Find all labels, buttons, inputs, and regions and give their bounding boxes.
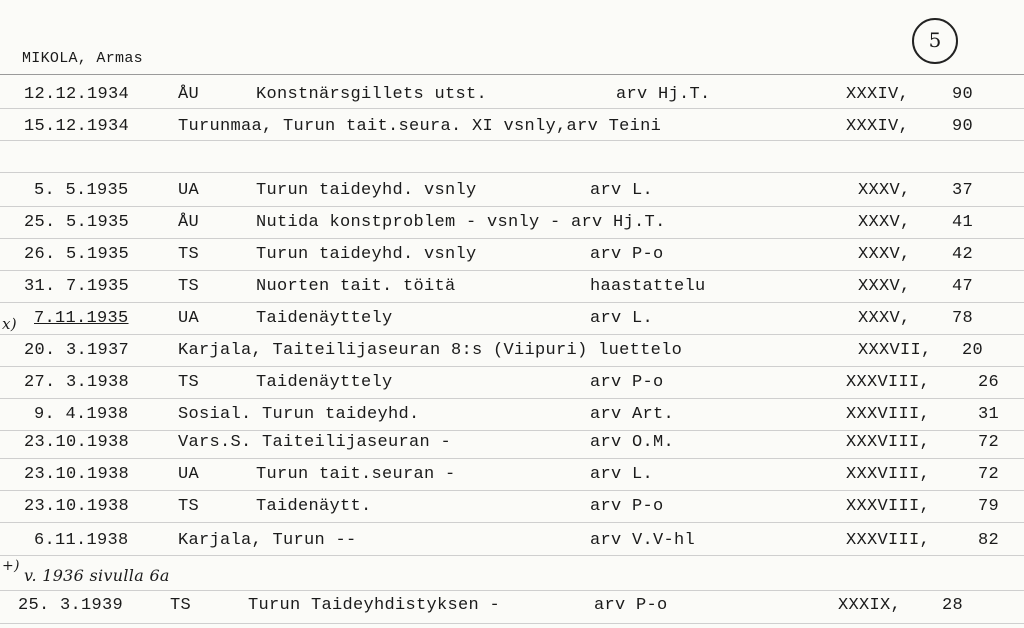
- entry-page: 31: [978, 405, 1000, 424]
- entry-volume: XXXVIII,: [846, 531, 931, 550]
- entry-code: TS: [178, 373, 200, 392]
- entry-page: 20: [962, 341, 984, 360]
- entry-page: 72: [978, 465, 1000, 484]
- entry-date: 23.10.1938: [24, 497, 130, 516]
- entry-date: 31. 7.1935: [24, 277, 130, 296]
- entry-date: 5. 5.1935: [34, 181, 129, 200]
- entry-date: 27. 3.1938: [24, 373, 130, 392]
- x-margin-mark: x): [2, 315, 17, 333]
- entry-date: 9. 4.1938: [34, 405, 129, 424]
- entry-author: haastattelu: [590, 277, 706, 296]
- entry-author: arv O.M.: [590, 433, 675, 452]
- entry-author: arv Art.: [590, 405, 675, 424]
- entry-page: 47: [952, 277, 974, 296]
- entry-page: 72: [978, 433, 1000, 452]
- entry-page: 78: [952, 309, 974, 328]
- entry-date: 25. 5.1935: [24, 213, 130, 232]
- entry-volume: XXXIX,: [838, 596, 902, 615]
- entry-code: TS: [178, 245, 200, 264]
- entry-author: arv L.: [590, 181, 654, 200]
- entry-text: Taidenäyttely: [256, 309, 393, 328]
- entry-text: Nuorten tait. töitä: [256, 277, 456, 296]
- card-number: 5: [912, 18, 958, 64]
- entry-volume: XXXV,: [858, 309, 911, 328]
- entry-code: UA: [178, 309, 200, 328]
- handwritten-note: v. 1936 sivulla 6a: [24, 566, 170, 585]
- entry-code: UA: [178, 181, 200, 200]
- entry-text: Turunmaa, Turun tait.seura. XI vsnly,arv Teini: [178, 117, 662, 136]
- person-name: MIKOLA, Armas: [22, 50, 143, 67]
- entry-date: 12.12.1934: [24, 85, 130, 104]
- entry-author: arv L.: [590, 465, 654, 484]
- entry-text: Turun tait.seuran -: [256, 465, 456, 484]
- entry-page: 41: [952, 213, 974, 232]
- entry-date: 23.10.1938: [24, 433, 130, 452]
- entry-volume: XXXV,: [858, 213, 911, 232]
- entry-volume: XXXVIII,: [846, 497, 931, 516]
- entry-volume: XXXV,: [858, 277, 911, 296]
- entry-volume: XXXVII,: [858, 341, 932, 360]
- entry-volume: XXXIV,: [846, 117, 910, 136]
- entry-author: arv L.: [590, 309, 654, 328]
- entry-author: arv P-o: [590, 497, 664, 516]
- entry-text: Taidenäytt.: [256, 497, 372, 516]
- entry-page: 79: [978, 497, 1000, 516]
- plus-margin-mark: +): [2, 558, 20, 574]
- entry-text: Vars.S. Taiteilijaseuran -: [178, 433, 452, 452]
- entry-volume: XXXVIII,: [846, 433, 931, 452]
- entry-page: 90: [952, 85, 974, 104]
- entry-volume: XXXVIII,: [846, 405, 931, 424]
- entry-text: Turun taideyhd. vsnly: [256, 245, 477, 264]
- entry-date: 15.12.1934: [24, 117, 130, 136]
- entry-code: UA: [178, 465, 200, 484]
- entry-page: 42: [952, 245, 974, 264]
- entry-date: 7.11.1935: [34, 309, 129, 328]
- entry-page: 28: [942, 596, 964, 615]
- entry-page: 26: [978, 373, 1000, 392]
- entry-text: Taidenäyttely: [256, 373, 393, 392]
- entry-text: Nutida konstproblem - vsnly - arv Hj.T.: [256, 213, 666, 232]
- entry-text: Sosial. Turun taideyhd.: [178, 405, 420, 424]
- entry-page: 90: [952, 117, 974, 136]
- entry-author: arv P-o: [590, 373, 664, 392]
- entry-text: Karjala, Turun --: [178, 531, 357, 550]
- entry-author: arv V.V-hl: [590, 531, 696, 550]
- entry-volume: XXXVIII,: [846, 373, 931, 392]
- entry-author: arv P-o: [594, 596, 668, 615]
- entry-code: TS: [178, 497, 200, 516]
- entry-text: Konstnärsgillets utst.: [256, 85, 488, 104]
- entry-text: Turun Taideyhdistyksen -: [248, 596, 501, 615]
- entry-volume: XXXVIII,: [846, 465, 931, 484]
- entry-text: Turun taideyhd. vsnly: [256, 181, 477, 200]
- entry-date: 25. 3.1939: [18, 596, 124, 615]
- entry-date: 26. 5.1935: [24, 245, 130, 264]
- entry-page: 82: [978, 531, 1000, 550]
- entry-code: ÅU: [178, 85, 200, 104]
- entry-author: arv Hj.T.: [616, 85, 711, 104]
- entry-author: arv P-o: [590, 245, 664, 264]
- entry-date: 20. 3.1937: [24, 341, 130, 360]
- entry-date: 23.10.1938: [24, 465, 130, 484]
- entry-code: ÅU: [178, 213, 200, 232]
- entry-text: Karjala, Taiteilijaseuran 8:s (Viipuri) luettelo: [178, 341, 683, 360]
- entry-code: TS: [178, 277, 200, 296]
- entry-volume: XXXV,: [858, 245, 911, 264]
- entry-volume: XXXV,: [858, 181, 911, 200]
- entry-page: 37: [952, 181, 974, 200]
- entry-date: 6.11.1938: [34, 531, 129, 550]
- entry-code: TS: [170, 596, 192, 615]
- entry-volume: XXXIV,: [846, 85, 910, 104]
